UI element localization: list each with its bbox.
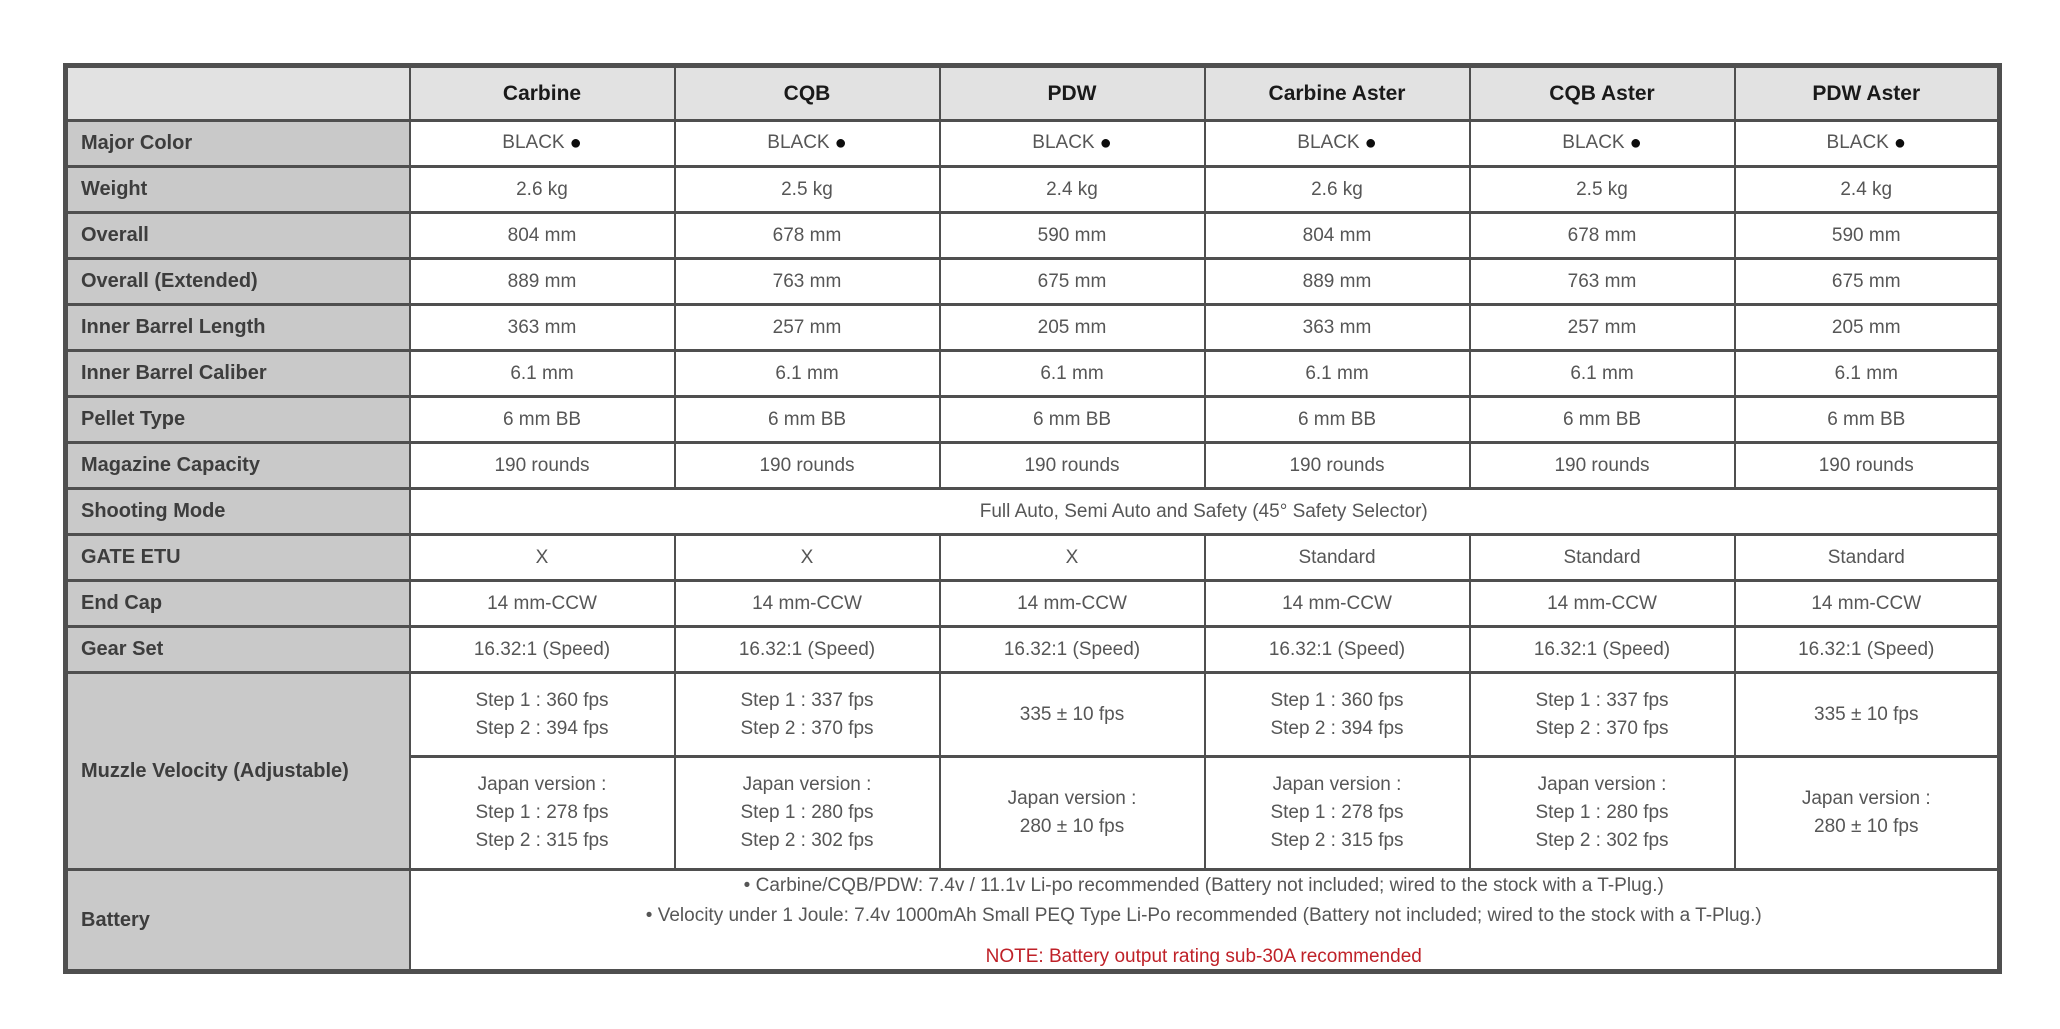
muzzle-velocity-japan-cell (940, 757, 1205, 870)
row-muzzle-velocity-standard (66, 673, 2000, 757)
mv-line: Japan version : (477, 774, 607, 795)
row-overall (66, 213, 2000, 259)
product-spec-table (63, 63, 2002, 974)
spec-value-cell: 6 mm BB (940, 397, 1205, 443)
mv-line: Step 2 : 315 fps (1270, 830, 1404, 851)
mv-line: Step 1 : 337 fps (740, 689, 874, 711)
spec-value-cell: 889 mm (410, 259, 675, 305)
color-swatch-dot-icon: ● (1099, 132, 1112, 154)
row-label-shooting-mode: Shooting Mode (66, 489, 410, 535)
mv-line: Step 1 : 278 fps (475, 802, 609, 823)
color-swatch-dot-icon: ● (1629, 132, 1642, 154)
battery-bullet: • Velocity under 1 Joule: 7.4v 1000mAh Small PEQ Type Li-Po recommended (Battery not included; wired to the stock with a T-Plug.) (645, 905, 1762, 926)
spec-value-cell: 205 mm (1735, 305, 2000, 351)
shooting-mode-merged-cell: Full Auto, Semi Auto and Safety (45° Safety Selector) (410, 489, 2000, 535)
spec-value-cell: 6.1 mm (675, 351, 940, 397)
row-label-pellet-type: Pellet Type (66, 397, 410, 443)
mv-line: Step 2 : 370 fps (1535, 717, 1669, 739)
spec-value-cell: 16.32:1 (Speed) (410, 627, 675, 673)
spec-value-cell: 678 mm (1470, 213, 1735, 259)
mv-line: Step 2 : 302 fps (740, 830, 874, 851)
spec-value-cell: 6 mm BB (1735, 397, 2000, 443)
spec-value-cell: 190 rounds (1205, 443, 1470, 489)
spec-value-cell: 363 mm (410, 305, 675, 351)
row-label-end-cap: End Cap (66, 581, 410, 627)
muzzle-velocity-cell (940, 673, 1205, 757)
spec-value-cell: 2.4 kg (1735, 167, 2000, 213)
spec-value-cell: 190 rounds (1735, 443, 2000, 489)
major-color-value: BLACK (1826, 132, 1889, 153)
column-header-pdw: PDW (940, 66, 1205, 121)
spec-value-cell: 16.32:1 (Speed) (1205, 627, 1470, 673)
spec-value-cell: 889 mm (1205, 259, 1470, 305)
mv-line: Japan version : (1007, 788, 1137, 809)
column-header-pdw-aster: PDW Aster (1735, 66, 2000, 121)
mv-line: Step 1 : 278 fps (1270, 802, 1404, 823)
major-color-value: BLACK (502, 132, 565, 153)
spec-value-cell: 2.5 kg (675, 167, 940, 213)
major-color-cell (1205, 121, 1470, 167)
row-label-overall-extended: Overall (Extended) (66, 259, 410, 305)
mv-line: Step 2 : 315 fps (475, 830, 609, 851)
mv-line: Step 1 : 360 fps (475, 689, 609, 711)
spec-value-cell: 763 mm (1470, 259, 1735, 305)
mv-line: Japan version : (1272, 774, 1402, 795)
major-color-cell (940, 121, 1205, 167)
row-magazine-capacity (66, 443, 2000, 489)
spec-value-cell: 804 mm (410, 213, 675, 259)
row-battery (66, 870, 2000, 972)
spec-value-cell: 16.32:1 (Speed) (1470, 627, 1735, 673)
mv-line: Step 2 : 370 fps (740, 717, 874, 739)
muzzle-velocity-cell (675, 673, 940, 757)
mv-line: Step 2 : 394 fps (475, 717, 609, 739)
spec-value-cell: 6 mm BB (675, 397, 940, 443)
mv-line: 280 ± 10 fps (1019, 816, 1125, 837)
spec-value-cell: 14 mm-CCW (940, 581, 1205, 627)
row-label-inner-barrel-caliber: Inner Barrel Caliber (66, 351, 410, 397)
battery-merged-cell (410, 870, 2000, 972)
battery-bullet: • Carbine/CQB/PDW: 7.4v / 11.1v Li-po recommended (Battery not included; wired to the stock with a T-Plug.) (743, 875, 1664, 896)
row-label-battery: Battery (66, 870, 410, 972)
mv-line: Japan version : (742, 774, 872, 795)
spec-value-cell: 6 mm BB (410, 397, 675, 443)
color-swatch-dot-icon: ● (569, 132, 582, 154)
mv-line: 280 ± 10 fps (1814, 816, 1919, 837)
spec-value-cell: Standard (1470, 535, 1735, 581)
row-overall-extended (66, 259, 2000, 305)
muzzle-velocity-cell (1470, 673, 1735, 757)
column-header-cqb: CQB (675, 66, 940, 121)
spec-value-cell: 6.1 mm (410, 351, 675, 397)
mv-line: Step 2 : 302 fps (1535, 830, 1669, 851)
muzzle-velocity-japan-cell (410, 757, 675, 870)
mv-line: Step 1 : 280 fps (740, 802, 874, 823)
muzzle-velocity-japan-cell (675, 757, 940, 870)
row-gear-set (66, 627, 2000, 673)
row-label-magazine-capacity: Magazine Capacity (66, 443, 410, 489)
spec-value-cell: 14 mm-CCW (410, 581, 675, 627)
major-color-cell (1735, 121, 2000, 167)
column-header-carbine-aster: Carbine Aster (1205, 66, 1470, 121)
mv-line: Step 2 : 394 fps (1270, 717, 1404, 739)
spec-value-cell: 14 mm-CCW (675, 581, 940, 627)
spec-value-cell: 14 mm-CCW (1470, 581, 1735, 627)
spec-value-cell: 190 rounds (410, 443, 675, 489)
spec-value-cell: 190 rounds (940, 443, 1205, 489)
spec-value-cell: X (940, 535, 1205, 581)
spec-value-cell: 6.1 mm (1205, 351, 1470, 397)
spec-value-cell: 14 mm-CCW (1735, 581, 2000, 627)
spec-value-cell: 16.32:1 (Speed) (675, 627, 940, 673)
spec-value-cell: 190 rounds (1470, 443, 1735, 489)
mv-line: 335 ± 10 fps (1814, 703, 1919, 725)
spec-value-cell: 6.1 mm (1735, 351, 2000, 397)
major-color-cell (1470, 121, 1735, 167)
row-label-overall: Overall (66, 213, 410, 259)
spec-value-cell: X (675, 535, 940, 581)
muzzle-velocity-cell (1735, 673, 2000, 757)
row-end-cap (66, 581, 2000, 627)
spec-value-cell: 6.1 mm (1470, 351, 1735, 397)
row-shooting-mode (66, 489, 2000, 535)
muzzle-velocity-japan-cell (1735, 757, 2000, 870)
spec-value-cell: 678 mm (675, 213, 940, 259)
major-color-value: BLACK (1562, 132, 1625, 153)
mv-line: Japan version : (1801, 788, 1931, 809)
major-color-cell (410, 121, 675, 167)
muzzle-velocity-cell (410, 673, 675, 757)
row-pellet-type (66, 397, 2000, 443)
color-swatch-dot-icon: ● (1893, 132, 1906, 154)
mv-line: Step 1 : 280 fps (1535, 802, 1669, 823)
spec-value-cell: 2.6 kg (1205, 167, 1470, 213)
spec-value-cell: 363 mm (1205, 305, 1470, 351)
spec-value-cell: 16.32:1 (Speed) (940, 627, 1205, 673)
spec-value-cell: 590 mm (940, 213, 1205, 259)
row-major-color (66, 121, 2000, 167)
battery-note: NOTE: Battery output rating sub-30A recommended (985, 946, 1422, 967)
spec-value-cell: 763 mm (675, 259, 940, 305)
mv-line: Step 1 : 360 fps (1270, 689, 1404, 711)
row-label-inner-barrel-length: Inner Barrel Length (66, 305, 410, 351)
row-label-muzzle-velocity: Muzzle Velocity (Adjustable) (66, 673, 410, 870)
muzzle-velocity-japan-cell (1470, 757, 1735, 870)
header-row (66, 66, 2000, 121)
row-label-weight: Weight (66, 167, 410, 213)
spec-value-cell: X (410, 535, 675, 581)
spec-value-cell: 2.4 kg (940, 167, 1205, 213)
spec-value-cell: 6.1 mm (940, 351, 1205, 397)
row-label-gear-set: Gear Set (66, 627, 410, 673)
row-inner-barrel-caliber (66, 351, 2000, 397)
spec-value-cell: 16.32:1 (Speed) (1735, 627, 2000, 673)
mv-line: Japan version : (1537, 774, 1667, 795)
spec-value-cell: 675 mm (940, 259, 1205, 305)
spec-value-cell: 190 rounds (675, 443, 940, 489)
spec-value-cell: 2.5 kg (1470, 167, 1735, 213)
color-swatch-dot-icon: ● (1364, 132, 1377, 154)
row-label-gate-etu: GATE ETU (66, 535, 410, 581)
spec-value-cell: 257 mm (675, 305, 940, 351)
column-header-cqb-aster: CQB Aster (1470, 66, 1735, 121)
spec-value-cell: 6 mm BB (1470, 397, 1735, 443)
major-color-value: BLACK (1297, 132, 1360, 153)
spec-value-cell: 6 mm BB (1205, 397, 1470, 443)
spec-value-cell: 2.6 kg (410, 167, 675, 213)
row-label-major-color: Major Color (66, 121, 410, 167)
row-gate-etu (66, 535, 2000, 581)
spec-value-cell: 590 mm (1735, 213, 2000, 259)
muzzle-velocity-cell (1205, 673, 1470, 757)
row-weight (66, 167, 2000, 213)
spec-value-cell: Standard (1205, 535, 1470, 581)
major-color-value: BLACK (767, 132, 830, 153)
major-color-cell (675, 121, 940, 167)
row-inner-barrel-length (66, 305, 2000, 351)
mv-line: Step 1 : 337 fps (1535, 689, 1669, 711)
column-header-carbine: Carbine (410, 66, 675, 121)
corner-cell (66, 66, 410, 121)
spec-value-cell: 804 mm (1205, 213, 1470, 259)
mv-line: 335 ± 10 fps (1019, 703, 1125, 725)
spec-value-cell: 205 mm (940, 305, 1205, 351)
spec-value-cell: 257 mm (1470, 305, 1735, 351)
muzzle-velocity-japan-cell (1205, 757, 1470, 870)
spec-value-cell: 14 mm-CCW (1205, 581, 1470, 627)
major-color-value: BLACK (1032, 132, 1095, 153)
spec-value-cell: Standard (1735, 535, 2000, 581)
color-swatch-dot-icon: ● (834, 132, 847, 154)
spec-value-cell: 675 mm (1735, 259, 2000, 305)
